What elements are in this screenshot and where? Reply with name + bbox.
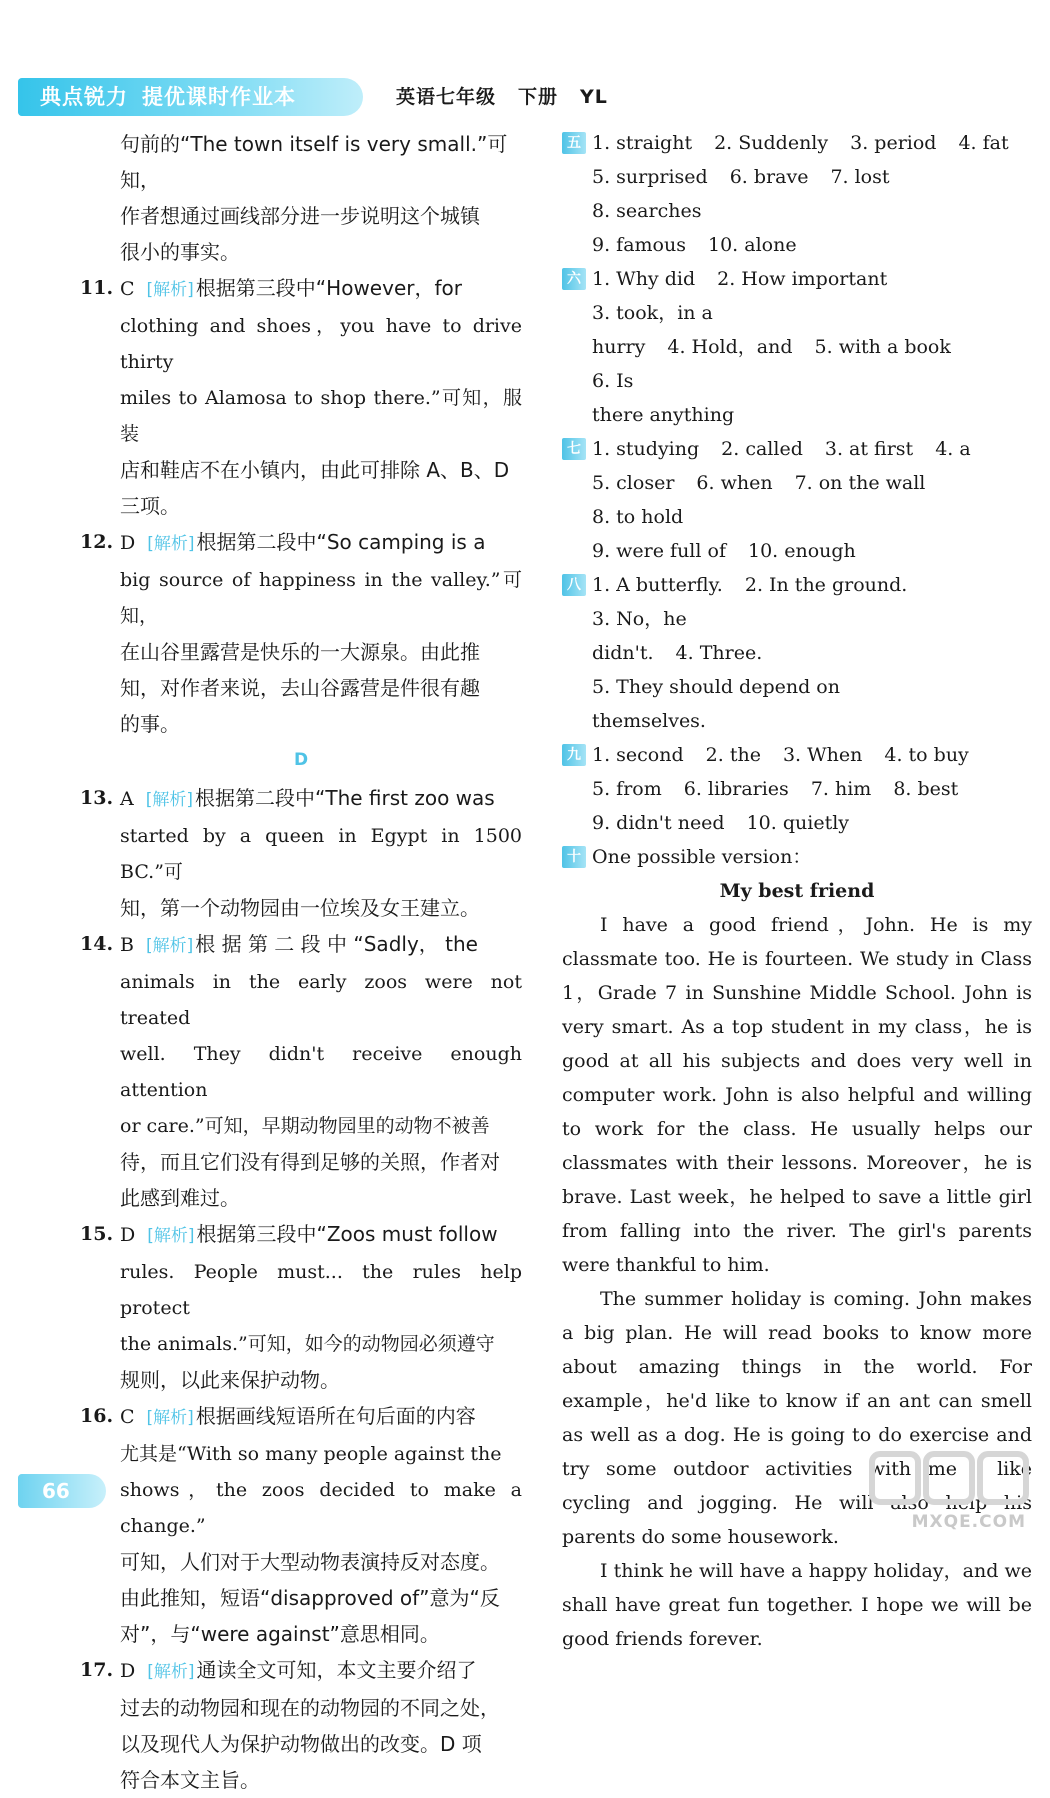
text-line: 尤其是“With so many people against the [120, 1443, 502, 1465]
answer-item: there anything [592, 404, 735, 426]
question-number: 13. [80, 787, 114, 809]
answer-12 [80, 524, 522, 742]
answer-letter: A [120, 788, 134, 810]
text-line: rules. People must... the rules help protect [120, 1261, 522, 1319]
text-line: 可知，人们对于大型动物表演持反对态度。 [120, 1550, 500, 1574]
text-line: 根据第三段中“Zoos must follow [196, 1222, 498, 1246]
question-number: 12. [80, 531, 114, 553]
answer-item: 10. quietly [746, 812, 850, 834]
analysis-tag: [解析] [147, 1662, 195, 1682]
answer-item: 2. How important [717, 268, 888, 290]
essay-paragraph: I have a good friend，John. He is my classmate too. He is fourteen. We study in Class 1，Grade 7 in Sunshine Middle School. John is very smart. As a top student in my class，he is good at all his subjects and does very well in computer work. John is also helpful and willing to work for the class. He usually helps our classmates with their lessons. Moreover，he is brave. Last week，he helped to save a little girl from falling into the river. The girl's parents were thankful to him. [562, 914, 1032, 1276]
section-marker: 五 [562, 132, 586, 154]
watermark-text: MXQE.COM [911, 1512, 1026, 1532]
answer-item: didn't. [592, 642, 654, 664]
text-line: 根据第二段中“So camping is a [196, 530, 486, 554]
answer-item: 4. a [935, 438, 971, 460]
section-6 [562, 262, 1032, 432]
model-essay [562, 874, 1032, 1656]
text-line: 过去的动物园和现在的动物园的不同之处， [120, 1696, 500, 1720]
text-line: 由此推知，短语“disapproved of”意为“反 [120, 1586, 500, 1610]
section-7 [562, 432, 1032, 568]
analysis-tag: [解析] [145, 936, 194, 956]
answer-item: 5. from [592, 778, 662, 800]
text-line: 根据第二段中“The first zoo was [195, 786, 495, 810]
answer-item: 2. called [721, 438, 803, 460]
answer-14 [80, 926, 522, 1216]
answer-item: 7. him [810, 778, 872, 800]
brand-name: 典点锐力 [40, 85, 128, 109]
answer-item: 1. straight [592, 132, 693, 154]
text-line: 作者想通过画线部分进一步说明这个城镇 [120, 204, 480, 228]
text-line: 的事。 [120, 712, 180, 736]
analysis-tag: [解析] [147, 1226, 195, 1246]
answer-item: hurry [592, 336, 646, 358]
essay-paragraph: I think he will have a happy holiday，and we shall have great fun together. I hope we will be good friends forever. [562, 1560, 1032, 1650]
answer-16 [80, 1398, 522, 1652]
section-9 [562, 738, 1032, 840]
answer-item: 7. on the wall [794, 472, 926, 494]
section-marker: 七 [562, 438, 586, 460]
answer-letter: C [120, 278, 135, 300]
section-marker: 八 [562, 574, 586, 596]
answer-item: 5. closer [592, 472, 675, 494]
answer-15 [80, 1216, 522, 1398]
answer-item: 4. fat [958, 132, 1009, 154]
question-number: 16. [80, 1405, 114, 1427]
section-marker: 六 [562, 268, 586, 290]
answer-item: 2. the [705, 744, 761, 766]
page-header [18, 78, 1038, 118]
essay-paragraph: The summer holiday is coming. John makes a big plan. He will read books to know more about amazing things in the world. For example，he'd like to know if an ant can smell as well as a dog. He is going to do exercise and try some outdoor activities with me，like cycling and jogging. He will also help his parents do some housework. [562, 1288, 1032, 1548]
question-number: 14. [80, 933, 114, 955]
answer-17 [80, 1652, 522, 1798]
section-5 [562, 126, 1032, 262]
text-line: 知，对作者来说，去山谷露营是件很有趣 [120, 676, 480, 700]
text-line: well. They didn't receive enough attention [120, 1043, 522, 1101]
question-number: 15. [80, 1223, 114, 1245]
subject-edition: YL [580, 86, 608, 108]
answer-item: 4. Hold，and [667, 336, 793, 358]
answer-letter: C [120, 1406, 135, 1428]
section-10 [562, 840, 1032, 874]
answer-item: 7. lost [830, 166, 890, 188]
question-number: 11. [80, 277, 114, 299]
answer-item: 1. A butterfly. [592, 574, 723, 596]
text-line: 很小的事实。 [120, 240, 240, 264]
text-line: 知，第一个动物园由一位埃及女王建立。 [120, 896, 480, 920]
text-line: 根 据 第 二 段 中 “Sadly， the [195, 932, 478, 956]
text-line: shows，the zoos decided to make a change.” [120, 1479, 522, 1537]
answer-letter: D [120, 1660, 136, 1682]
answer-letter: D [120, 532, 136, 554]
answer-item: 8. best [893, 778, 959, 800]
essay-intro: One possible version： [592, 846, 812, 868]
analysis-tag: [解析] [146, 280, 194, 300]
answer-item: 3. at first [824, 438, 914, 460]
section-marker: 九 [562, 744, 586, 766]
text-line: 通读全文可知，本文主要介绍了 [196, 1658, 477, 1682]
text-line: 店和鞋店不在小镇内，由此可排除 A、B、D [120, 458, 510, 482]
text-line: 以及现代人为保护动物做出的改变。D 项 [120, 1732, 482, 1756]
text-line: 三项。 [120, 494, 180, 518]
answer-item: 9. were full of [592, 540, 726, 562]
text-line: big source of happiness in the valley.”可知， [120, 569, 522, 627]
section-marker: 十 [562, 846, 586, 868]
text-line: or care.”可知，早期动物园里的动物不被善 [120, 1115, 490, 1137]
text-line: started by a queen in Egypt in 1500 BC.”可 [120, 825, 522, 883]
answer-item: 2. Suddenly [714, 132, 829, 154]
text-line: 此感到难过。 [120, 1186, 240, 1210]
answer-item: 5. surprised [592, 166, 708, 188]
answer-item: 6. libraries [683, 778, 789, 800]
text-line: 根据第三段中“However，for [195, 276, 462, 300]
answer-letter: B [120, 934, 134, 956]
essay-title: My best friend [719, 880, 875, 902]
analysis-tag: [解析] [146, 1408, 194, 1428]
brand-series: 提优课时作业本 [142, 85, 296, 109]
answer-item: 4. to buy [884, 744, 969, 766]
analysis-tag: [解析] [147, 534, 195, 554]
text-line: 句前的“The town itself is very small.”可知， [120, 132, 508, 192]
answer-item: 1. Why did [592, 268, 696, 290]
answer-item: 3. period [850, 132, 937, 154]
text-line: the animals.”可知，如今的动物园必须遵守 [120, 1333, 495, 1355]
question-number: 17. [80, 1659, 114, 1681]
brand-banner [18, 78, 363, 116]
answer-item: 5. with a book [814, 336, 951, 358]
answer-item: 3. When [782, 744, 863, 766]
answer-item: 6. brave [729, 166, 809, 188]
answer-item: 1. second [592, 744, 684, 766]
answer-item: 10. enough [747, 540, 856, 562]
text-line: 符合本文主旨。 [120, 1768, 260, 1792]
analysis-tag: [解析] [145, 790, 193, 810]
answer-13 [80, 780, 522, 926]
intro-continuation [80, 126, 522, 270]
text-line: miles to Alamosa to shop there.”可知，服装 [120, 387, 522, 445]
answer-item: 3. took，in a [592, 302, 713, 324]
answer-item: 3. No，he [592, 608, 687, 630]
text-line: clothing and shoes，you have to drive thirty [120, 315, 522, 373]
answer-item: 9. didn't need [592, 812, 725, 834]
answer-item: 1. studying [592, 438, 700, 460]
section-8 [562, 568, 1032, 738]
text-line: 规则，以此来保护动物。 [120, 1368, 340, 1392]
answer-item: 2. In the ground. [744, 574, 908, 596]
right-column [562, 126, 1032, 1656]
text-line: 在山谷里露营是快乐的一大源泉。由此推 [120, 640, 480, 664]
text-line: 根据画线短语所在句后面的内容 [195, 1404, 476, 1428]
answer-item: 6. Is [592, 370, 634, 392]
text-line: 待，而且它们没有得到足够的关照，作者对 [120, 1150, 500, 1174]
answer-item: 4. Three. [675, 642, 763, 664]
answer-item: 5. They should depend on [592, 676, 840, 698]
subject-grade: 英语七年级 [396, 86, 497, 108]
text-line: animals in the early zoos were not treated [120, 971, 522, 1029]
answer-letter: D [120, 1224, 136, 1246]
answer-item: themselves. [592, 710, 706, 732]
answer-11 [80, 270, 522, 524]
answer-item: 10. alone [707, 234, 797, 256]
answer-item: 6. when [696, 472, 773, 494]
left-column [80, 126, 522, 1798]
answer-item: 8. to hold [592, 506, 684, 528]
page-number: 66 [18, 1474, 106, 1508]
text-line: 对”，与“were against”意思相同。 [120, 1622, 440, 1646]
subject-volume: 下册 [518, 86, 559, 108]
answer-item: 8. searches [592, 200, 702, 222]
section-heading: D [293, 750, 309, 770]
answer-item: 9. famous [592, 234, 686, 256]
subject-label [396, 82, 630, 112]
